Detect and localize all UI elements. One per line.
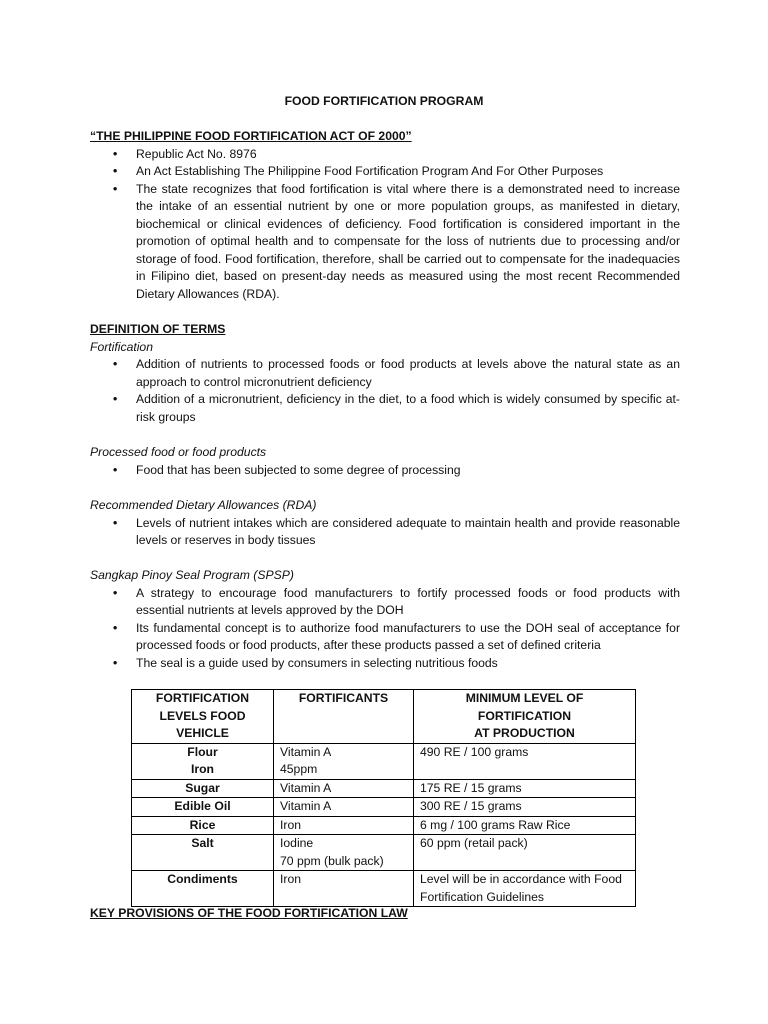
cell-level	[414, 835, 636, 871]
cell-text: Iron	[190, 762, 215, 776]
definitions-section	[90, 321, 680, 426]
header-text: FORTIFICANTS	[298, 691, 389, 705]
cell-text: Iodine	[280, 836, 314, 850]
cell-text: Edible Oil	[174, 799, 231, 813]
header-minimum-level	[414, 690, 636, 744]
table-row	[132, 871, 636, 907]
cell-text: 300 RE / 15 grams	[420, 799, 522, 813]
cell-text: 60 ppm (retail pack)	[420, 836, 528, 850]
spsp-section	[90, 567, 680, 672]
cell-text: Level will be in accordance with Food	[420, 872, 622, 886]
cell-text: 6 mg / 100 grams Raw Rice	[420, 817, 571, 832]
table-row	[132, 816, 636, 835]
list-item: • Addition of a micronutrient, deficiency in the diet, to a food which is widely consumed by specific at-risk groups	[90, 391, 680, 426]
cell-text: Vitamin A	[280, 799, 332, 813]
cell-text: Iron	[280, 817, 302, 832]
cell-text: Flour	[187, 744, 218, 759]
term-rda: Recommended Dietary Allowances (RDA)	[90, 498, 317, 512]
table-row	[132, 835, 636, 871]
cell-level	[414, 871, 636, 907]
table-header-row	[132, 690, 636, 744]
processed-bullets	[90, 462, 680, 480]
list-item: • Levels of nutrient intakes which are considered adequate to maintain health and provide reasonable levels or reserves in body tissues	[90, 515, 680, 550]
cell-text: Fortification Guidelines	[420, 889, 544, 904]
list-item: • Republic Act No. 8976	[90, 146, 680, 164]
header-text: FORTIFICATION	[155, 691, 250, 705]
key-provisions-heading: KEY PROVISIONS OF THE FOOD FORTIFICATION LAW	[90, 906, 408, 920]
term-fortification: Fortification	[90, 339, 153, 354]
header-text: MINIMUM LEVEL OF FORTIFICATION	[465, 691, 584, 723]
cell-fortificant	[274, 835, 414, 871]
rda-section	[90, 497, 680, 550]
header-text: LEVELS FOOD VEHICLE	[159, 708, 246, 740]
act-section	[90, 128, 680, 303]
cell-text: Rice	[189, 817, 216, 832]
cell-fortificant	[274, 816, 414, 835]
rda-bullets	[90, 515, 680, 550]
cell-text: Vitamin A	[280, 744, 332, 759]
processed-section	[90, 444, 680, 479]
cell-fortificant	[274, 798, 414, 817]
cell-level	[414, 798, 636, 817]
cell-vehicle	[132, 779, 274, 798]
cell-vehicle	[132, 835, 274, 871]
fortification-table	[131, 689, 636, 907]
term-processed-food: Processed food or food products	[90, 445, 267, 459]
term-spsp: Sangkap Pinoy Seal Program (SPSP)	[90, 568, 294, 582]
list-item: • An Act Establishing The Philippine Food Fortification Program And For Other Purposes	[90, 163, 680, 181]
cell-text: 175 RE / 15 grams	[420, 780, 522, 795]
cell-level	[414, 816, 636, 835]
cell-vehicle	[132, 798, 274, 817]
definitions-heading: DEFINITION OF TERMS	[90, 322, 226, 336]
list-item: • A strategy to encourage food manufacturers to fortify processed foods or food products with essential nutrients at levels approved by the DOH	[90, 585, 680, 620]
fortification-bullets	[90, 356, 680, 426]
table-row	[132, 798, 636, 817]
list-item: • The seal is a guide used by consumers in selecting nutritious foods	[90, 655, 680, 673]
header-fortificants	[274, 690, 414, 744]
cell-text: 490 RE / 100 grams	[420, 744, 529, 759]
cell-text: Sugar	[185, 780, 220, 795]
cell-text: Condiments	[167, 872, 238, 886]
list-item: • Food that has been subjected to some degree of processing	[90, 462, 680, 480]
table-row	[132, 743, 636, 779]
list-item: • The state recognizes that food fortification is vital where there is a demonstrated need to increase the intake of an essential nutrient by one or more population groups, as manifested in dietary, biochemical or clinical evidences of deficiency. Food fortification is considered important in the promotion of optimal health and to compensate for the loss of nutrients due to processing and/or storage of food. Food fortification, therefore, shall be carried out to compensate for the inadequacies in Filipino diet, based on present-day needs as measured using the most recent Recommended Dietary Allowances (RDA).	[90, 181, 680, 304]
cell-vehicle	[132, 871, 274, 907]
cell-text: Salt	[191, 836, 214, 850]
cell-vehicle	[132, 743, 274, 779]
page-title: FOOD FORTIFICATION PROGRAM	[284, 94, 484, 108]
list-item: • Its fundamental concept is to authorize food manufacturers to use the DOH seal of acceptance for processed foods or food products, after these products passed a set of defined criteria	[90, 620, 680, 655]
act-bullets	[90, 146, 680, 304]
act-heading: “THE PHILIPPINE FOOD FORTIFICATION ACT OF 2000”	[90, 129, 412, 143]
cell-text: 45ppm	[280, 762, 318, 776]
cell-text: Iron	[280, 872, 302, 886]
cell-level	[414, 743, 636, 779]
table-row	[132, 779, 636, 798]
spsp-bullets	[90, 585, 680, 673]
cell-text: 70 ppm (bulk pack)	[280, 853, 384, 868]
cell-text: Vitamin A	[280, 780, 332, 795]
header-food-vehicle	[132, 690, 274, 744]
list-item: • Addition of nutrients to processed foods or food products at levels above the natural state as an approach to control micronutrient deficiency	[90, 356, 680, 391]
cell-level	[414, 779, 636, 798]
cell-fortificant	[274, 871, 414, 907]
header-text: AT PRODUCTION	[474, 726, 575, 740]
cell-vehicle	[132, 816, 274, 835]
cell-fortificant	[274, 743, 414, 779]
cell-fortificant	[274, 779, 414, 798]
